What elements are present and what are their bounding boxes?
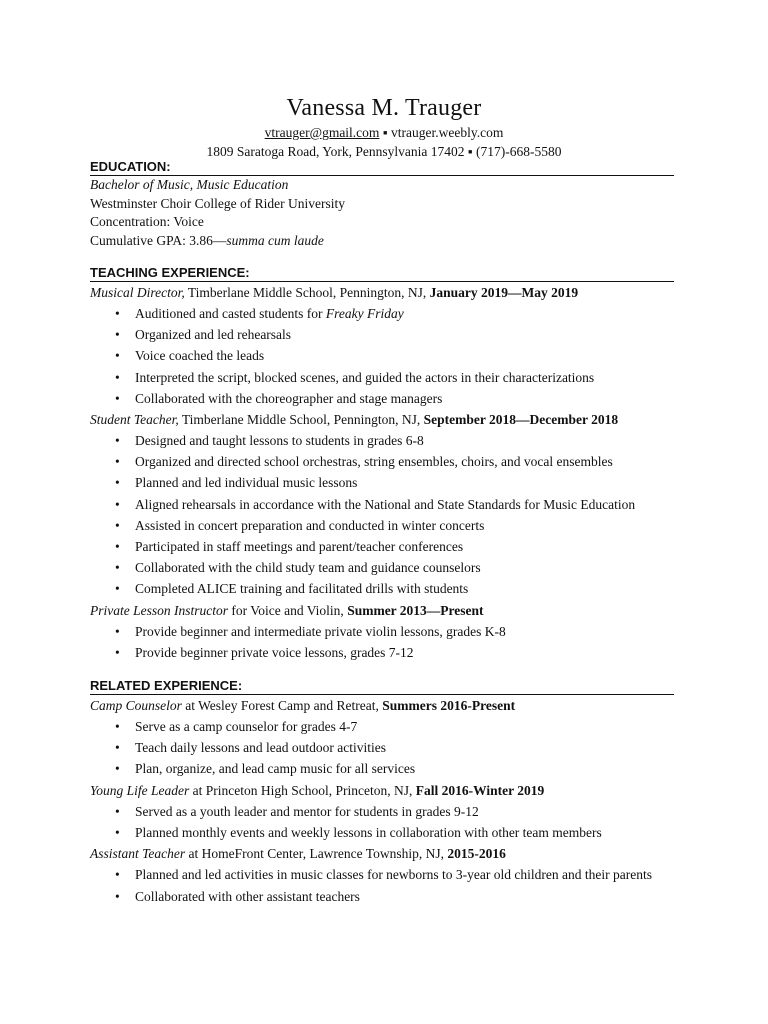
list-item: • Planned and led individual music lessons — [90, 472, 674, 493]
honors-text: summa cum laude — [226, 232, 324, 248]
job-dates: January 2019—May 2019 — [429, 285, 579, 300]
separator: ▪ — [382, 125, 388, 140]
address-text: 1809 Saratoga Road, York, Pennsylvania 17402 — [206, 144, 465, 159]
list-item: • Planned and led activities in music classes for newborns to 3-year old children and their parents — [90, 864, 674, 886]
list-item: • Designed and taught lessons to students in grades 6-8 — [90, 430, 674, 451]
list-item: • Voice coached the leads — [90, 345, 674, 366]
list-item: • Completed ALICE training and facilitated drills with students — [90, 578, 674, 599]
job-bullets — [90, 716, 674, 780]
list-item: • Provide beginner and intermediate private violin lessons, grades K-8 — [90, 621, 674, 642]
list-item: • Interpreted the script, blocked scenes, and guided the actors in their characterizations — [90, 367, 674, 388]
candidate-name: Vanessa M. Trauger — [286, 95, 482, 121]
email-link[interactable]: vtrauger@gmail.com — [264, 125, 380, 140]
job-title-line — [90, 282, 674, 303]
gpa-line — [90, 232, 674, 251]
job-role: Student Teacher, — [90, 412, 179, 428]
contact-line-1 — [0, 123, 768, 142]
resume-body — [90, 159, 674, 907]
separator: ▪ — [467, 144, 473, 159]
job-bullets — [90, 621, 674, 663]
job-bullets — [90, 303, 674, 409]
list-item: • Planned monthly events and weekly lessons in collaboration with other team members — [90, 822, 674, 843]
job-role: Young Life Leader — [90, 782, 190, 798]
list-item — [90, 303, 674, 324]
job-role: Camp Counselor — [90, 698, 182, 714]
job-bullets — [90, 430, 674, 600]
job-title-line — [90, 695, 674, 716]
list-item: • Organized and led rehearsals — [90, 324, 674, 345]
job-place: Timberlane Middle School, Pennington, NJ, — [178, 412, 424, 428]
job-dates: September 2018—December 2018 — [423, 412, 619, 428]
job-role: Assistant Teacher — [90, 846, 186, 862]
website-text: vtrauger.weebly.com — [390, 125, 504, 140]
concentration-text: Concentration: Voice — [90, 214, 204, 229]
list-item: • Assisted in concert preparation and conducted in winter concerts — [90, 515, 674, 536]
degree-text: Bachelor of Music, Music Education — [90, 177, 289, 192]
job-title-line — [90, 409, 674, 430]
list-item: • Teach daily lessons and lead outdoor activities — [90, 737, 674, 758]
resume-header — [0, 93, 768, 161]
job-title-line — [90, 600, 674, 621]
job-place: Timberlane Middle School, Pennington, NJ, — [184, 285, 430, 300]
list-item: • Organized and directed school orchestras, string ensembles, choirs, and vocal ensembles — [90, 451, 674, 472]
job-place: at HomeFront Center, Lawrence Township, NJ, — [185, 846, 448, 862]
job-dates: Fall 2016-Winter 2019 — [415, 782, 545, 798]
list-item: • Plan, organize, and lead camp music for all services — [90, 758, 674, 779]
gpa-text: Cumulative GPA: 3.86— — [90, 232, 227, 248]
job-dates: 2015-2016 — [447, 846, 506, 862]
list-item: • Collaborated with other assistant teachers — [90, 886, 674, 907]
bullet-text: Auditioned and casted students for — [135, 306, 326, 321]
list-item: • Participated in staff meetings and parent/teacher conferences — [90, 536, 674, 557]
phone-text: (717)-668-5580 — [476, 144, 562, 159]
list-item: • Aligned rehearsals in accordance with the National and State Standards for Music Education — [90, 494, 674, 515]
list-item: • Collaborated with the child study team and guidance counselors — [90, 557, 674, 578]
job-title-line — [90, 780, 674, 801]
job-place: at Princeton High School, Princeton, NJ, — [189, 782, 416, 798]
job-place: for Voice and Violin, — [228, 602, 348, 618]
show-title: Freaky Friday — [325, 306, 404, 321]
teaching-heading: TEACHING EXPERIENCE: — [90, 265, 674, 282]
job-dates: Summers 2016-Present — [382, 698, 516, 714]
job-role: Private Lesson Instructor — [90, 602, 228, 618]
job-role: Musical Director, — [90, 285, 185, 300]
list-item: • Serve as a camp counselor for grades 4-7 — [90, 716, 674, 737]
job-place: at Wesley Forest Camp and Retreat, — [181, 698, 383, 714]
list-item: • Provide beginner private voice lessons, grades 7-12 — [90, 642, 674, 663]
related-heading: RELATED EXPERIENCE: — [90, 678, 674, 695]
list-item: • Served as a youth leader and mentor for students in grades 9-12 — [90, 801, 674, 822]
school-text: Westminster Choir College of Rider University — [90, 195, 345, 211]
job-bullets — [90, 864, 674, 907]
job-title-line — [90, 843, 674, 864]
education-heading: EDUCATION: — [90, 159, 674, 176]
job-dates: Summer 2013—Present — [347, 602, 484, 618]
list-item: • Collaborated with the choreographer and stage managers — [90, 388, 674, 409]
job-bullets — [90, 801, 674, 843]
